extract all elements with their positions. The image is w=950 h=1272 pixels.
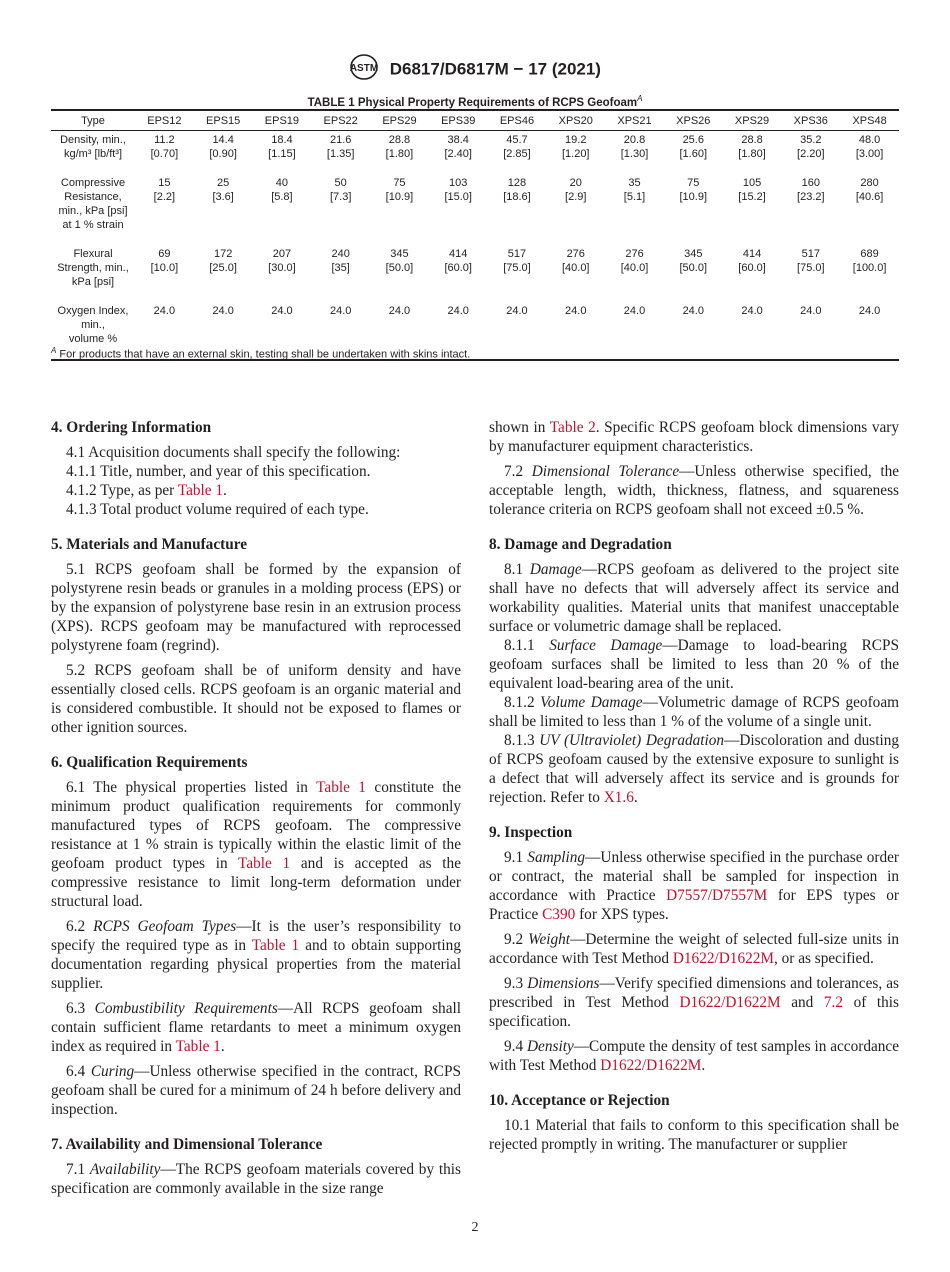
cell-inch-pound-value: [30.0] <box>268 262 296 274</box>
cell-si-value: 276 <box>566 248 585 260</box>
table-cell <box>723 174 782 245</box>
paragraph <box>489 1037 899 1075</box>
cell-inch-pound-value: [10.9] <box>385 191 414 203</box>
cell-si-value: 517 <box>801 248 820 260</box>
text-run: , or as specified. <box>774 950 874 967</box>
paragraph <box>51 1062 461 1119</box>
table-cell <box>311 174 370 245</box>
cell-inch-pound-value: [7.3] <box>329 191 352 203</box>
cell-inch-pound-value: [10.0] <box>150 262 179 274</box>
column-header: XPS48 <box>852 115 887 127</box>
row-label <box>51 174 135 245</box>
text-run: and is accepted as the compressive resistance to limit long-term deformation under structural load. <box>51 855 461 910</box>
table-cell <box>194 131 253 175</box>
cell-si-value: 25 <box>217 177 230 189</box>
reference-link[interactable]: 7.2 <box>823 994 843 1011</box>
text-run: constitute the minimum product qualification requirements for commonly manufactured types of RCPS geofoam. The compressive resistance at 1 % strain is typically within the elastic limit of the geofoam product types in <box>51 779 461 872</box>
cell-inch-pound-value: [23.2] <box>797 191 825 203</box>
paragraph <box>489 693 899 731</box>
text-run: —Compute the density of test samples in accordance with Test Method <box>489 1038 899 1074</box>
table-cell <box>840 302 899 360</box>
cell-si-value: 207 <box>272 248 292 260</box>
cell-inch-pound-value: [40.6] <box>855 191 884 203</box>
text-run: —RCPS geofoam as delivered to the project site shall have no defects that will adversely affect its service and workability qualities. Material units that manifest unacceptable surface or volumetric damage shall be replaced. <box>489 561 899 635</box>
row-label-line: Density, min., <box>60 134 126 146</box>
row-label-line: min., kPa [psi] <box>58 205 128 217</box>
row-label-line: kg/m³ [lb/ft³] <box>63 148 123 160</box>
cell-si-value: 172 <box>213 248 233 260</box>
cell-inch-pound-value: [2.40] <box>444 148 472 160</box>
cell-si-value: 75 <box>687 177 700 189</box>
text-run: —Unless otherwise specified, the acceptable length, width, thickness, flatness, and squareness tolerance criteria on RCPS geofoam shall not exceed ±0.5 %. <box>489 463 900 518</box>
table-cell <box>488 174 547 245</box>
paragraph-title: Surface Damage <box>549 637 663 654</box>
paragraph <box>51 481 461 500</box>
cell-inch-pound-value: [5.1] <box>623 191 646 203</box>
text-run: . <box>220 1038 225 1055</box>
text-run: —Unless otherwise specified in the contract, RCPS geofoam shall be cured for a minimum of 24 h before delivery and inspection. <box>51 1063 461 1118</box>
cell-inch-pound-value: [5.8] <box>271 191 293 203</box>
text-run: —Volumetric damage of RCPS geofoam shall be limited to less than 1 % of the volume of a single unit. <box>489 694 900 730</box>
section-heading <box>489 535 899 554</box>
cell-si-value: 24.0 <box>153 305 176 317</box>
cell-si-value: 24.0 <box>741 305 763 317</box>
table-cell <box>370 245 429 302</box>
reference-link[interactable]: D1622/D1622M <box>679 994 781 1011</box>
cell-si-value: 24.0 <box>388 305 411 317</box>
text-run: 5. Materials and Manufacture <box>51 536 248 553</box>
table-cell <box>723 131 782 175</box>
text-run: 8.1.1 <box>504 637 550 654</box>
astm-logo-icon <box>349 52 379 87</box>
text-run: . <box>701 1057 706 1074</box>
table-cell <box>488 245 547 302</box>
cell-inch-pound-value: [18.6] <box>503 191 531 203</box>
text-run: shown in <box>489 419 550 436</box>
table-cell <box>135 245 194 302</box>
cell-si-value: 24.0 <box>623 305 646 317</box>
paragraph-title: Curing <box>90 1063 135 1080</box>
text-run: 4.1.2 Type, as per <box>66 482 178 499</box>
paragraph-title: Density <box>527 1038 574 1055</box>
cell-si-value: 24.0 <box>212 305 234 317</box>
cell-inch-pound-value: [75.0] <box>503 262 531 274</box>
row-label <box>51 131 135 175</box>
cell-inch-pound-value: [10.9] <box>679 191 708 203</box>
svg-text:ASTM: ASTM <box>349 63 379 74</box>
cell-inch-pound-value: [40.0] <box>561 262 590 274</box>
text-run: 4.1 Acquisition documents shall specify the following: <box>66 444 401 461</box>
table-footnote <box>51 346 470 361</box>
table-cell <box>664 131 723 175</box>
paragraph <box>489 560 899 636</box>
cell-si-value: 45.7 <box>506 134 528 146</box>
paragraph <box>489 731 899 807</box>
reference-link[interactable]: D1622/D1622M <box>672 950 774 967</box>
cell-si-value: 24.0 <box>506 305 528 317</box>
table-cell <box>253 174 312 245</box>
cell-inch-pound-value: [25.0] <box>209 262 237 274</box>
text-run: 7.2 <box>504 463 532 480</box>
cell-inch-pound-value: [75.0] <box>797 262 825 274</box>
table-cell <box>546 131 605 175</box>
table-cell <box>194 174 253 245</box>
table-cell <box>135 174 194 245</box>
text-run: and <box>780 994 824 1011</box>
cell-inch-pound-value: [50.0] <box>679 262 708 274</box>
cell-si-value: 50 <box>334 177 347 189</box>
column-header: XPS21 <box>617 115 652 127</box>
text-run: . <box>633 789 638 806</box>
text-run: 6.2 <box>66 918 94 935</box>
cell-si-value: 28.8 <box>741 134 763 146</box>
table-caption <box>51 94 899 109</box>
text-run: 9. Inspection <box>489 824 573 841</box>
physical-property-table <box>51 109 899 361</box>
text-run: . <box>223 482 227 499</box>
cell-si-value: 24.0 <box>565 305 587 317</box>
row-label-line: Oxygen Index, <box>57 305 129 317</box>
text-run: 9.1 <box>504 849 528 866</box>
text-run: 9.4 <box>504 1038 527 1055</box>
text-run: 4. Ordering Information <box>51 419 212 436</box>
section-heading <box>51 535 461 554</box>
right-column <box>489 418 899 1154</box>
paragraph <box>489 848 899 924</box>
cell-si-value: 345 <box>390 248 409 260</box>
text-run: 8.1.3 <box>504 732 540 749</box>
cell-inch-pound-value: [2.2] <box>153 191 176 203</box>
row-label-line: min., <box>81 319 105 331</box>
text-run: 10. Acceptance or Rejection <box>489 1092 670 1109</box>
table-cell <box>664 174 723 245</box>
text-run: 9.3 <box>504 975 528 992</box>
table-cell <box>488 131 547 175</box>
cell-si-value: 15 <box>158 177 171 189</box>
cell-inch-pound-value: [3.00] <box>855 148 884 160</box>
table-cell <box>781 245 840 302</box>
column-header: EPS46 <box>499 115 535 127</box>
table-cell <box>840 245 899 302</box>
cell-si-value: 20 <box>569 177 582 189</box>
cell-si-value: 48.0 <box>858 134 881 146</box>
reference-link[interactable]: Table 1 <box>251 937 300 954</box>
cell-inch-pound-value: [1.35] <box>326 148 355 160</box>
cell-si-value: 28.8 <box>388 134 411 146</box>
cell-inch-pound-value: [35] <box>331 262 350 274</box>
cell-si-value: 20.8 <box>623 134 646 146</box>
table-cell <box>840 131 899 175</box>
paragraph <box>489 462 899 519</box>
paragraph <box>51 1160 461 1198</box>
cell-si-value: 24.0 <box>858 305 881 317</box>
text-run: 9.2 <box>504 931 529 948</box>
cell-si-value: 280 <box>860 177 879 189</box>
reference-link[interactable]: Table 1 <box>175 1038 221 1055</box>
text-run: 4.1.1 Title, number, and year of this specification. <box>66 463 371 480</box>
reference-link[interactable]: Table 1 <box>316 779 366 796</box>
table-cell <box>194 245 253 302</box>
cell-si-value: 414 <box>742 248 762 260</box>
text-run: . Specific RCPS geofoam block dimensions vary by manufacturer equipment characteristics. <box>489 419 900 455</box>
table-cell <box>253 245 312 302</box>
cell-inch-pound-value: [1.80] <box>738 148 766 160</box>
paragraph <box>51 443 461 462</box>
column-header-type: Type <box>81 115 105 127</box>
cell-si-value: 24.0 <box>447 305 469 317</box>
cell-inch-pound-value: [2.20] <box>797 148 825 160</box>
text-run: —All RCPS geofoam shall contain sufficient flame retardants to meet a minimum oxygen index as required in <box>51 1000 461 1055</box>
cell-inch-pound-value: [0.70] <box>150 148 179 160</box>
cell-si-value: 40 <box>275 177 289 189</box>
paragraph <box>489 930 899 968</box>
cell-inch-pound-value: [1.80] <box>385 148 414 160</box>
table-cell <box>664 245 723 302</box>
paragraph <box>51 917 461 993</box>
cell-si-value: 38.4 <box>447 134 469 146</box>
table-cell <box>781 174 840 245</box>
cell-inch-pound-value: [1.60] <box>679 148 708 160</box>
cell-inch-pound-value: [1.15] <box>268 148 296 160</box>
text-run: 6. Qualification Requirements <box>51 754 248 771</box>
column-header: XPS26 <box>676 115 711 127</box>
table-cell <box>311 245 370 302</box>
cell-si-value: 11.2 <box>154 134 175 146</box>
document-designation: D6817/D6817M − 17 (2021) <box>389 59 601 79</box>
paragraph <box>51 500 461 519</box>
reference-link[interactable]: Table 1 <box>238 855 291 872</box>
cell-si-value: 24.0 <box>800 305 822 317</box>
cell-si-value: 105 <box>742 177 762 189</box>
table-cell <box>429 174 488 245</box>
text-run: —Unless otherwise specified in the purchase order or contract, the material shall be sampled for inspection in accordance with Practice <box>489 849 899 904</box>
section-heading <box>51 753 461 772</box>
cell-si-value: 689 <box>860 248 879 260</box>
table-cell <box>370 174 429 245</box>
text-run: 4.1.3 Total product volume required of each type. <box>66 501 369 518</box>
text-run: 6.3 <box>66 1000 95 1017</box>
cell-si-value: 14.4 <box>212 134 234 146</box>
paragraph <box>489 418 899 456</box>
table-cell <box>253 131 312 175</box>
cell-inch-pound-value: [2.9] <box>565 191 587 203</box>
cell-si-value: 21.6 <box>329 134 352 146</box>
table-cell <box>605 174 664 245</box>
table-cell <box>429 131 488 175</box>
cell-inch-pound-value: [1.30] <box>620 148 649 160</box>
column-header: EPS19 <box>264 115 300 127</box>
paragraph <box>51 999 461 1056</box>
cell-inch-pound-value: [60.0] <box>738 262 766 274</box>
text-run: and to obtain supporting documentation regarding physical properties from the material supplier. <box>51 937 461 992</box>
text-run: for XPS types. <box>575 906 669 923</box>
table-cell <box>135 131 194 175</box>
text-run: for EPS types or Practice <box>489 887 899 923</box>
column-header: EPS29 <box>382 115 417 127</box>
paragraph-title: Weight <box>528 931 571 948</box>
footnote-mark: A <box>51 346 57 355</box>
cell-si-value: 24.0 <box>682 305 704 317</box>
column-header: XPS20 <box>558 115 593 127</box>
paragraph <box>51 560 461 655</box>
cell-inch-pound-value: [1.20] <box>561 148 590 160</box>
text-run: 5.2 RCPS geofoam shall be of uniform density and have essentially closed cells. RCPS geofoam is an organic material and is considered combustible. It should not be exposed to flames or other ignition sources. <box>51 662 461 736</box>
cell-si-value: 160 <box>801 177 820 189</box>
table-cell <box>370 131 429 175</box>
cell-si-value: 345 <box>684 248 703 260</box>
row-label-line: at 1 % strain <box>62 219 124 231</box>
column-header: EPS22 <box>323 115 358 127</box>
table-cell <box>546 174 605 245</box>
table-cell <box>429 245 488 302</box>
text-run: 8.1.2 <box>504 694 541 711</box>
table-cell <box>605 131 664 175</box>
paragraph <box>489 974 899 1031</box>
cell-inch-pound-value: [3.6] <box>212 191 234 203</box>
cell-si-value: 35.2 <box>800 134 822 146</box>
text-run: 6.1 The physical properties listed in <box>66 779 317 796</box>
text-run: —It is the user’s responsibility to specify the required type as in <box>51 918 461 954</box>
paragraph-title: Combustibility Requirements <box>94 1000 278 1017</box>
section-heading <box>489 1091 899 1110</box>
column-header: XPS29 <box>734 115 770 127</box>
table-cell <box>311 131 370 175</box>
cell-si-value: 18.4 <box>271 134 293 146</box>
paragraph-title: Availability <box>89 1161 161 1178</box>
table-cell <box>546 302 605 360</box>
paragraph <box>51 778 461 911</box>
page-number: 2 <box>471 1220 479 1235</box>
text-run: —Damage to load-bearing RCPS geofoam surfaces shall be limited to less than 20 % of the equivalent load-bearing area of the unit. <box>489 637 899 692</box>
text-run: of this specification. <box>489 994 899 1030</box>
cell-si-value: 35 <box>628 177 641 189</box>
section-heading <box>51 1135 461 1154</box>
paragraph <box>489 636 899 693</box>
column-header: EPS15 <box>206 115 241 127</box>
cell-inch-pound-value: [15.2] <box>738 191 766 203</box>
reference-link[interactable]: C390 <box>542 906 576 923</box>
cell-inch-pound-value: [2.85] <box>503 148 531 160</box>
table-cell <box>488 302 547 360</box>
table-row <box>51 174 899 245</box>
paragraph <box>51 462 461 481</box>
table-row <box>51 131 899 175</box>
column-header: XPS36 <box>793 115 828 127</box>
table-cell <box>605 245 664 302</box>
table-cell <box>781 131 840 175</box>
footnote-text: For products that have an external skin, testing shall be undertaken with skins intact. <box>56 348 471 361</box>
paragraph <box>489 1116 899 1154</box>
text-run: —Determine the weight of selected full-size units in accordance with Test Method <box>489 931 899 967</box>
text-run: 6.4 <box>66 1063 91 1080</box>
cell-si-value: 240 <box>331 248 350 260</box>
row-label-line: Flexural <box>73 248 113 260</box>
paragraph-title: Dimensions <box>527 975 600 992</box>
paragraph-title: Damage <box>529 561 582 578</box>
table-caption-footnote-mark: A <box>637 94 643 103</box>
text-run: 8.1 <box>504 561 530 578</box>
text-run: 5.1 RCPS geofoam shall be formed by the expansion of polystyrene resin beads or granules in a molding process (EPS) or by the expansion of polystyrene base resin in an extrusion process (XPS). RCPS geofoam may be manufactured with reprocessed polystyrene foam (regrind). <box>51 561 461 654</box>
row-label <box>51 245 135 302</box>
cell-si-value: 24.0 <box>271 305 293 317</box>
table-cell <box>605 302 664 360</box>
cell-si-value: 24.0 <box>329 305 352 317</box>
column-header: EPS12 <box>147 115 182 127</box>
table-cell <box>546 245 605 302</box>
cell-inch-pound-value: [40.0] <box>620 262 649 274</box>
row-label-line: Strength, min., <box>57 262 129 274</box>
text-run: 7. Availability and Dimensional Tolerance <box>51 1136 323 1153</box>
paragraph <box>51 661 461 737</box>
cell-si-value: 19.2 <box>565 134 587 146</box>
cell-si-value: 69 <box>158 248 171 260</box>
section-heading <box>489 823 899 842</box>
text-run: 8. Damage and Degradation <box>489 536 672 553</box>
reference-link[interactable]: D7557/D7557M <box>666 887 768 904</box>
table-cell <box>723 302 782 360</box>
row-label-line: kPa [psi] <box>71 276 115 288</box>
paragraph-title: UV (Ultraviolet) Degradation <box>539 732 725 749</box>
row-label-line: Compressive <box>60 177 126 189</box>
text-run: —Discoloration and dusting of RCPS geofoam caused by the extensive exposure to sunlight is a defect that will adversely affect its service and is grounds for rejection. Refer to <box>489 732 899 806</box>
reference-link[interactable]: D1622/D1622M <box>600 1057 702 1074</box>
row-label-line: Resistance, <box>64 191 122 203</box>
cell-inch-pound-value: [60.0] <box>444 262 472 274</box>
cell-si-value: 276 <box>625 248 644 260</box>
cell-si-value: 128 <box>507 177 527 189</box>
column-header: EPS39 <box>441 115 476 127</box>
section-heading <box>51 418 461 437</box>
reference-link[interactable]: Table 2 <box>549 419 596 436</box>
cell-si-value: 103 <box>449 177 468 189</box>
table-cell <box>664 302 723 360</box>
cell-inch-pound-value: [0.90] <box>209 148 237 160</box>
table-cell <box>781 302 840 360</box>
cell-si-value: 414 <box>449 248 468 260</box>
paragraph-title: RCPS Geofoam Types <box>93 918 237 935</box>
cell-inch-pound-value: [15.0] <box>444 191 472 203</box>
table-header-row <box>51 110 899 131</box>
paragraph-title: Volume Damage <box>540 694 643 711</box>
text-run: —Verify specified dimensions and tolerances, as prescribed in Test Method <box>489 975 899 1011</box>
table-cell <box>723 245 782 302</box>
cell-si-value: 517 <box>507 248 527 260</box>
paragraph-title: Sampling <box>527 849 586 866</box>
left-column <box>51 418 461 1198</box>
table-caption-text: TABLE 1 Physical Property Requirements of RCPS Geofoam <box>307 96 638 109</box>
page-header <box>0 52 950 87</box>
text-run: —The RCPS geofoam materials covered by this specification are commonly available in the size range <box>51 1161 461 1197</box>
cell-si-value: 25.6 <box>682 134 704 146</box>
text-run: 7.1 <box>66 1161 90 1178</box>
reference-link[interactable]: Table 1 <box>177 482 224 499</box>
row-label-line: volume % <box>68 333 118 345</box>
cell-si-value: 75 <box>393 177 406 189</box>
cell-inch-pound-value: [50.0] <box>385 262 414 274</box>
cell-inch-pound-value: [100.0] <box>852 262 887 274</box>
table-cell <box>840 174 899 245</box>
text-run: 10.1 Material that fails to conform to this specification shall be rejected promptly in writing. The manufacturer or supplier <box>489 1117 899 1153</box>
paragraph-title: Dimensional Tolerance <box>531 463 680 480</box>
table-row <box>51 245 899 302</box>
reference-link[interactable]: X1.6 <box>603 789 634 806</box>
